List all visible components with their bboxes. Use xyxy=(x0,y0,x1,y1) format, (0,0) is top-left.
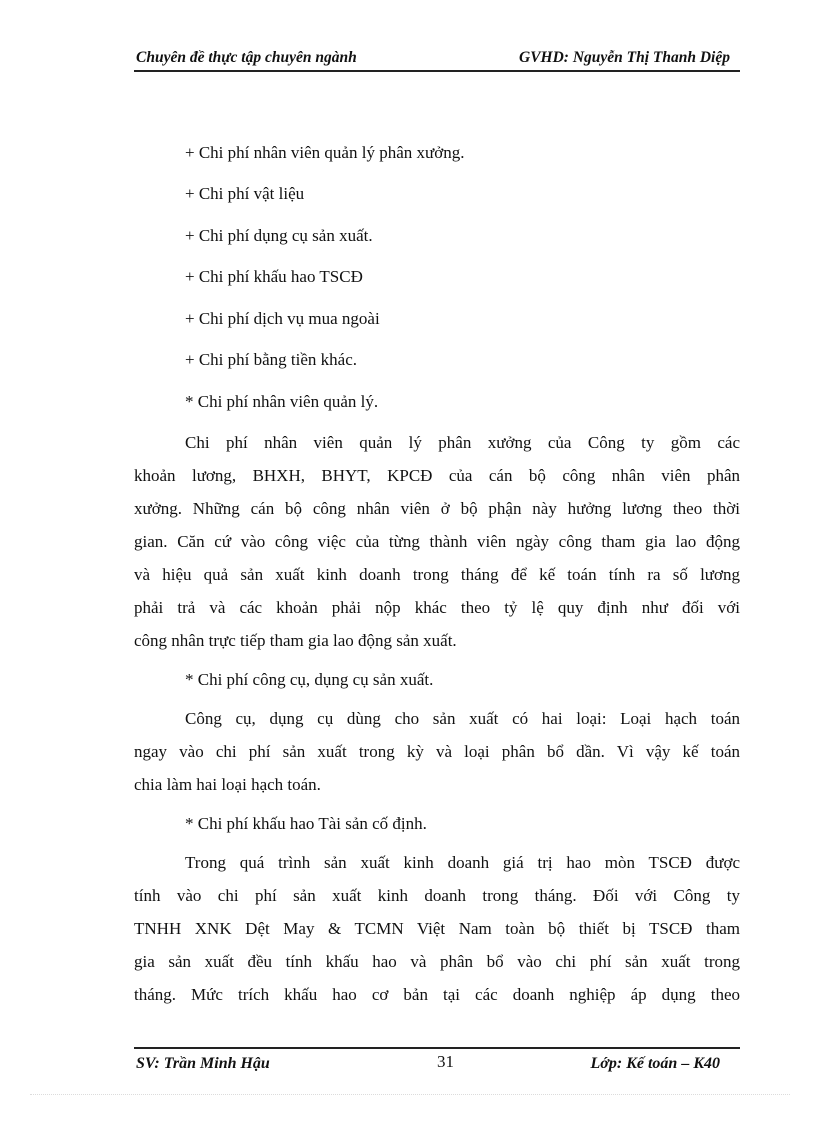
page-divider xyxy=(30,1094,790,1095)
footer-class: Lớp: Kế toán – K40 xyxy=(590,1055,720,1072)
header-supervisor: GVHD: Nguyễn Thị Thanh Diệp xyxy=(519,49,730,66)
paragraph-line: gia sản xuất đều tính khấu hao và phân bổ vào chi phí sản xuất trong xyxy=(134,952,740,971)
page-header xyxy=(134,48,740,72)
header-title: Chuyên đề thực tập chuyên ngành xyxy=(136,49,357,66)
list-item: + Chi phí dịch vụ mua ngoài xyxy=(185,309,380,328)
paragraph-line: và hiệu quả sản xuất kinh doanh trong tháng để kế toán tính ra số lương xyxy=(134,565,740,584)
page-number: 31 xyxy=(437,1052,454,1071)
paragraph-line: tháng. Mức trích khấu hao cơ bản tại các doanh nghiệp áp dụng theo xyxy=(134,985,740,1004)
paragraph-line: khoản lương, BHXH, BHYT, KPCĐ của cán bộ công nhân viên phân xyxy=(134,466,740,485)
section-heading: * Chi phí nhân viên quản lý. xyxy=(185,392,379,411)
paragraph-line: TNHH XNK Dệt May & TCMN Việt Nam toàn bộ thiết bị TSCĐ tham xyxy=(134,919,740,938)
list-item: + Chi phí dụng cụ sản xuất. xyxy=(185,226,373,245)
paragraph-line: phải trả và các khoản phải nộp khác theo tỷ lệ quy định như đối với xyxy=(134,598,740,617)
paragraph-line: Chi phí nhân viên quản lý phân xưởng của Công ty gồm các xyxy=(185,433,740,452)
section-heading: * Chi phí khấu hao Tài sản cố định. xyxy=(185,814,427,833)
paragraph-line: xưởng. Những cán bộ công nhân viên ở bộ phận này hưởng lương theo thời xyxy=(134,499,740,518)
list-item: + Chi phí bằng tiền khác. xyxy=(185,350,358,369)
list-item: + Chi phí nhân viên quản lý phân xưởng. xyxy=(185,143,465,162)
footer-student: SV: Trần Minh Hậu xyxy=(136,1055,270,1072)
paragraph-line: tính vào chi phí sản xuất kinh doanh trong tháng. Đối với Công ty xyxy=(134,886,740,905)
paragraph-line: Trong quá trình sản xuất kinh doanh giá trị hao mòn TSCĐ được xyxy=(185,853,740,872)
paragraph-line: công nhân trực tiếp tham gia lao động sản xuất. xyxy=(134,631,457,650)
paragraph-line: Công cụ, dụng cụ dùng cho sản xuất có hai loại: Loại hạch toán xyxy=(185,709,740,728)
paragraph-line: gian. Căn cứ vào công việc của từng thành viên ngày công tham gia lao động xyxy=(134,532,740,551)
section-heading: * Chi phí công cụ, dụng cụ sản xuất. xyxy=(185,670,434,689)
page-footer xyxy=(134,1047,740,1079)
paragraph-line: chia làm hai loại hạch toán. xyxy=(134,775,321,794)
list-item: + Chi phí khấu hao TSCĐ xyxy=(185,267,363,286)
paragraph-line: ngay vào chi phí sản xuất trong kỳ và loại phân bổ dần. Vì vậy kế toán xyxy=(134,742,740,761)
list-item: + Chi phí vật liệu xyxy=(185,184,305,203)
